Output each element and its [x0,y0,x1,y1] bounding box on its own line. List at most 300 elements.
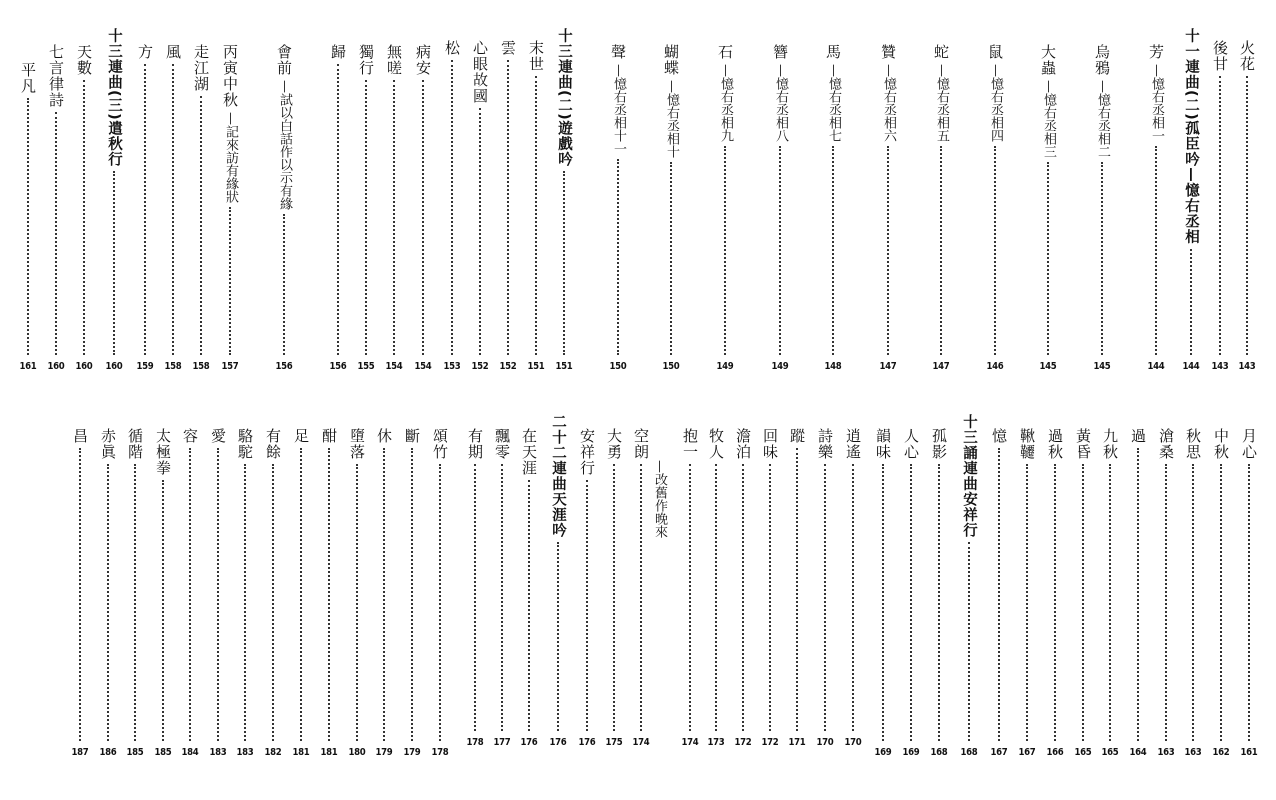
dot-leader [994,146,996,355]
entry-title: 聲 [609,44,627,60]
entry-title: 斷 [403,428,421,444]
page-number: 169 [874,747,892,758]
entry-title: 十三誦連曲安祥行 [961,414,977,538]
entry-title: 松 [443,40,461,56]
dot-leader [1220,464,1222,741]
entry-title: 心眼故國 [471,40,489,104]
dot-leader [938,464,940,741]
page-number: 181 [292,747,310,758]
entry-title: 抱一 [681,428,699,460]
toc-entry [605,44,631,372]
dot-leader [501,464,503,731]
toc-entry [677,428,703,748]
entry-title: 病安 [414,44,432,76]
dot-leader [1137,448,1139,741]
entry-title: 足 [292,428,310,444]
dot-leader [640,464,642,731]
entry-title: 容 [181,428,199,444]
entry-title: 火花 [1238,40,1256,72]
entry-title: 頌竹 [431,428,449,460]
entry-subtitle: —試以白話作以示有緣 [277,80,292,210]
dot-leader [300,448,302,741]
dot-leader [563,171,565,355]
dot-leader [55,112,57,355]
dot-leader [439,464,441,741]
toc-entry [381,44,407,372]
toc-entry [1143,44,1169,372]
toc-entry [840,428,866,748]
page-number: 152 [499,361,517,372]
page-number: 149 [716,361,734,372]
page-number: 144 [1147,361,1165,372]
toc-entry [410,44,436,372]
page-number: 170 [844,737,862,748]
dot-leader [365,80,367,355]
toc-entry [812,428,838,748]
dot-leader [451,60,453,355]
entry-title: 赤眞 [99,428,117,460]
entry-title: 末世 [527,40,545,72]
toc-entry [875,44,901,372]
toc-entry [122,428,148,758]
entry-title: 休 [375,428,393,444]
page-number: 160 [47,361,65,372]
page-number: 159 [136,361,154,372]
page-number: 147 [879,361,897,372]
dot-leader [172,64,174,355]
page-number: 170 [816,737,834,748]
page-number: 160 [105,361,123,372]
page-number: 186 [99,747,117,758]
page-number: 185 [154,747,172,758]
toc-entry [288,428,314,758]
entry-subtitle: —憶右丞相七 [826,64,841,142]
toc-entry [767,44,793,372]
toc-entry [926,428,952,758]
page-number: 161 [1240,747,1258,758]
toc-entry [516,428,542,748]
toc-entry [730,428,756,748]
entry-title: 十三連曲(二)遊戲吟 [556,28,572,168]
toc-entry [870,428,896,758]
toc-entry [1234,40,1260,372]
dot-leader [328,448,330,741]
dot-leader [507,60,509,355]
toc-entry [325,44,351,372]
page-number: 187 [71,747,89,758]
page-number: 158 [192,361,210,372]
entry-title: 月心 [1240,428,1258,460]
page-number: 178 [466,737,484,748]
toc-entry [43,44,69,372]
dot-leader [189,448,191,741]
dot-leader [769,464,771,731]
dot-leader [1054,464,1056,741]
page-number: 183 [209,747,227,758]
dot-leader [217,448,219,741]
page-number: 183 [236,747,254,758]
entry-title: 逍遙 [844,428,862,460]
dot-leader [1109,464,1111,741]
toc-entry [1153,428,1179,758]
toc-entry [462,428,488,748]
entry-subtitle: —憶右丞相四 [988,64,1003,142]
toc-entry [1208,428,1234,758]
toc-entry [1070,428,1096,758]
toc-entry [271,44,297,372]
dot-leader [887,146,889,355]
dot-leader [1082,464,1084,741]
toc-entry [986,428,1012,758]
dot-leader [742,464,744,731]
toc-entry [177,428,203,758]
page-number: 184 [181,747,199,758]
dot-leader [1155,146,1157,355]
page-number: 185 [126,747,144,758]
toc-entry [1180,428,1206,758]
dot-leader [113,171,115,355]
page-number: 148 [824,361,842,372]
page-number: 168 [960,747,978,758]
toc-entry [217,44,243,372]
entry-title: 風 [164,44,182,60]
entry-title: 丙寅中秋 [221,44,239,108]
page-number: 144 [1182,361,1200,372]
page-number: 177 [493,737,511,748]
toc-entry [1178,28,1204,372]
dot-leader [107,464,109,741]
entry-title: 澹泊 [734,428,752,460]
page-number: 163 [1157,747,1175,758]
dot-leader [1190,249,1192,355]
toc-entry [495,40,521,372]
toc-entry [703,428,729,748]
toc-entry [956,414,982,758]
entry-title: 七言律詩 [47,44,65,108]
toc-entry [1097,428,1123,758]
page-number: 165 [1101,747,1119,758]
toc-entry [1035,44,1061,372]
entry-subtitle: —憶右丞相十一 [611,64,626,155]
entry-title: 飄零 [493,428,511,460]
page-number: 150 [609,361,627,372]
page-number: 145 [1039,361,1057,372]
entry-title: 滄桑 [1157,428,1175,460]
entry-title: 後甘 [1211,40,1229,72]
page-number: 174 [632,737,650,748]
entry-title: 芳 [1147,44,1165,60]
entry-title: 十三連曲(三)遣秋行 [106,28,122,168]
page-number: 167 [990,747,1008,758]
page-number: 151 [527,361,545,372]
dot-leader [796,448,798,731]
toc-entry [1042,428,1068,758]
entry-title: 石 [716,44,734,60]
dot-leader [1026,464,1028,741]
toc-entry [658,44,684,372]
dot-leader [474,464,476,731]
page-number: 172 [734,737,752,748]
page-number: 182 [264,747,282,758]
page-number: 157 [221,361,239,372]
dot-leader [689,464,691,731]
entry-title: 過 [1129,428,1147,444]
dot-leader [229,207,231,355]
toc-entry [489,428,515,748]
dot-leader [779,146,781,355]
dot-leader [83,80,85,355]
entry-title: 墮落 [348,428,366,460]
entry-subtitle: —憶右丞相五 [934,64,949,142]
page-number: 150 [662,361,680,372]
entry-title: 獨行 [357,44,375,76]
toc-entry [1014,428,1040,758]
entry-title: 會前 [275,44,293,76]
toc-entry [551,28,577,372]
page-number: 176 [520,737,538,748]
entry-title: 烏鴉 [1093,44,1111,76]
dot-leader [1192,464,1194,741]
page-number: 162 [1212,747,1230,758]
entry-title: 詩樂 [816,428,834,460]
entry-subtitle: —憶右丞相三 [1041,80,1056,158]
page-number: 149 [771,361,789,372]
toc-entry [260,428,286,758]
toc-entry [71,44,97,372]
toc-entry [712,44,738,372]
entry-title: 蛇 [932,44,950,60]
entry-title: 鼠 [986,44,1004,60]
page-number: 155 [357,361,375,372]
dot-leader [200,96,202,355]
entry-title: 回味 [761,428,779,460]
dot-leader [283,214,285,355]
dot-leader [1101,162,1103,355]
toc-entry [150,428,176,758]
toc-entry [232,428,258,758]
entry-title: 歸 [329,44,347,60]
dot-leader [613,464,615,731]
entry-title: 秋思 [1184,428,1202,460]
dot-leader [393,80,395,355]
dot-leader [1165,464,1167,741]
dot-leader [356,464,358,741]
page-number: 176 [578,737,596,748]
page-number: 153 [443,361,461,372]
page-number: 173 [707,737,725,748]
dot-leader [27,98,29,355]
page-number: 156 [329,361,347,372]
toc-entry [205,428,231,758]
dot-leader [535,76,537,355]
dot-leader [586,480,588,731]
page-number: 160 [75,361,93,372]
page-number: 151 [555,361,573,372]
toc-entry [784,428,810,748]
dot-leader [715,464,717,731]
toc-entry [132,44,158,372]
page-number: 179 [375,747,393,758]
toc-entry [523,40,549,372]
toc-entry [820,44,846,372]
toc-entry [601,428,627,748]
toc-entry [427,428,453,758]
toc-entry [399,428,425,758]
entry-title: 十一連曲(二)孤臣吟—憶右丞相 [1183,28,1199,245]
toc-entry [1207,40,1233,372]
page-number: 172 [761,737,779,748]
entry-title: 贊 [879,44,897,60]
toc-entry [982,44,1008,372]
page-number: 165 [1074,747,1092,758]
dot-leader [144,64,146,355]
dot-leader [79,448,81,741]
entry-title: 有餘 [264,428,282,460]
entry-subtitle: —憶右丞相一 [1149,64,1164,142]
dot-leader [1219,76,1221,355]
entry-subtitle: —憶右丞相二 [1095,80,1110,158]
toc-entry [95,428,121,758]
entry-title: 二十二連曲天涯吟 [550,414,566,538]
entry-title: 蹤 [788,428,806,444]
page-number: 174 [681,737,699,748]
page-number: 146 [986,361,1004,372]
page-number: 166 [1046,747,1064,758]
dot-leader [1248,464,1250,741]
entry-title: 馬 [824,44,842,60]
page-number: 143 [1211,361,1229,372]
dot-leader [557,542,559,731]
toc-entry [928,44,954,372]
page-number: 152 [471,361,489,372]
dot-leader [968,542,970,741]
toc-entry [545,414,571,748]
entry-title: 憶 [990,428,1008,444]
entry-title: 過秋 [1046,428,1064,460]
toc-entry [1125,428,1151,758]
toc-entry [1089,44,1115,372]
dot-leader [670,162,672,355]
toc-entry [467,40,493,372]
entry-title: 循階 [126,428,144,460]
entry-title: 在天涯 [520,428,538,476]
entry-title: 蝴蝶 [662,44,680,76]
entry-title: 安祥行 [578,428,596,476]
entry-title: 平凡 [19,62,37,94]
dot-leader [1246,76,1248,355]
entry-title: 九秋 [1101,428,1119,460]
entry-title: 中秋 [1212,428,1230,460]
dot-leader [1047,162,1049,355]
page-number: 167 [1018,747,1036,758]
page-number: 169 [902,747,920,758]
page-number: 158 [164,361,182,372]
entry-title: 無嗟 [385,44,403,76]
toc-entry [628,428,654,748]
entry-title: 孤影 [930,428,948,460]
page-number: 171 [788,737,806,748]
entry-title: 太極拳 [154,428,172,476]
entry-title: 愛 [209,428,227,444]
entry-subtitle: —憶右丞相十 [664,80,679,158]
entry-subtitle: —改舊作晚來 [652,460,667,538]
dot-leader [852,464,854,731]
dot-leader [940,146,942,355]
entry-title: 方 [136,44,154,60]
page-number: 164 [1129,747,1147,758]
dot-leader [882,464,884,741]
page-number: 147 [932,361,950,372]
page-number: 156 [275,361,293,372]
entry-title: 簪 [771,44,789,60]
dot-leader [528,480,530,731]
dot-leader [244,464,246,741]
page-number: 163 [1184,747,1202,758]
toc-entry [344,428,370,758]
dot-leader [272,464,274,741]
page-number: 181 [320,747,338,758]
entry-title: 人心 [902,428,920,460]
entry-title: 昌 [71,428,89,444]
entry-subtitle: —記來訪有緣狀 [223,112,238,203]
dot-leader [162,480,164,741]
dot-leader [832,146,834,355]
entry-title: 牧人 [707,428,725,460]
toc-entry [371,428,397,758]
dot-leader [383,448,385,741]
entry-title: 酣 [320,428,338,444]
toc-entry [316,428,342,758]
toc-entry [353,44,379,372]
page-number: 176 [549,737,567,748]
entry-title: 韻味 [874,428,892,460]
toc-entry [188,44,214,372]
dot-leader [479,108,481,355]
toc-entry [1236,428,1262,758]
entry-title: 走江湖 [192,44,210,92]
page-number: 161 [19,361,37,372]
entry-title: 空朗 [632,428,650,460]
toc-entry [898,428,924,758]
toc-entry [439,40,465,372]
toc-entry [574,428,600,748]
toc-entry [757,428,783,748]
page-number: 180 [348,747,366,758]
page-number: 154 [414,361,432,372]
dot-leader [337,64,339,355]
page-number: 175 [605,737,623,748]
page-number: 168 [930,747,948,758]
dot-leader [422,80,424,355]
entry-title: 天數 [75,44,93,76]
entry-title: 駱駝 [236,428,254,460]
entry-subtitle: —憶右丞相八 [773,64,788,142]
entry-title: 大勇 [605,428,623,460]
dot-leader [617,159,619,355]
dot-leader [134,464,136,741]
dot-leader [998,448,1000,741]
entry-title: 黃昏 [1074,428,1092,460]
page-number: 178 [431,747,449,758]
toc-entry [15,62,41,372]
entry-title: 雲 [499,40,517,56]
toc-entry [160,44,186,372]
page-number: 145 [1093,361,1111,372]
page-number: 143 [1238,361,1256,372]
entry-title: 有期 [466,428,484,460]
page-number: 154 [385,361,403,372]
entry-title: 鞦韆 [1018,428,1036,460]
